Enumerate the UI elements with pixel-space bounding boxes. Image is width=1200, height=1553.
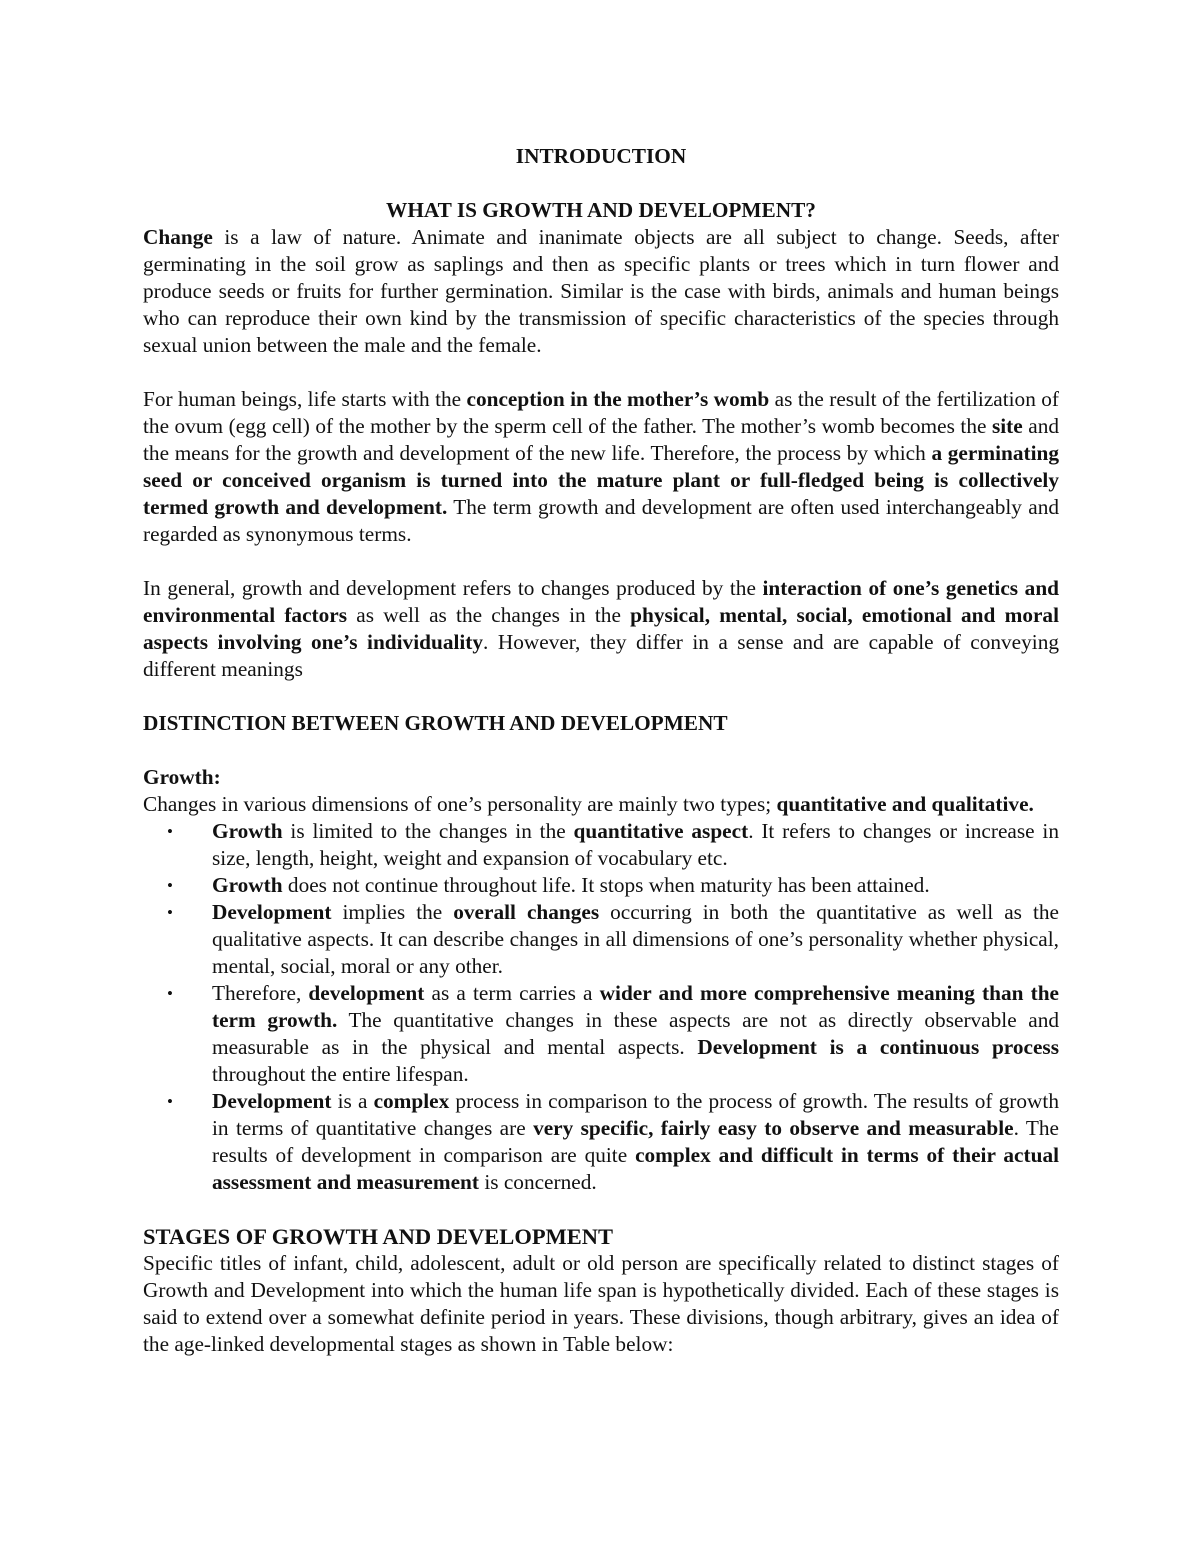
text: as well as the changes in the <box>347 603 631 627</box>
text: Changes in various dimensions of one’s personality are mainly two types; <box>143 792 777 816</box>
bullet-icon: • <box>167 822 173 841</box>
bullet-icon: • <box>167 1092 173 1111</box>
paragraph-change <box>143 224 1059 359</box>
bold-text: Growth <box>212 819 283 843</box>
bold-text: development <box>308 981 425 1005</box>
text: process in comparison to the process of growth. The results of growth in terms of quantitative changes are <box>212 1089 1059 1140</box>
bold-text: Change <box>143 225 213 249</box>
text: is a law of nature. Animate and inanimate objects are all subject to change. Seeds, after germinating in the soil grow as saplings and then as specific plants or trees which in turn flower and produce seeds or fruits for further germination. Similar is the case with birds, animals and human beings who can reproduce their own kind by the transmission of specific characteristics of the species through sexual union between the male and the female. <box>143 225 1059 357</box>
bold-text: Growth <box>212 873 283 897</box>
bold-text: complex and difficult in terms of their actual assessment and measurement <box>212 1143 1060 1194</box>
text: does not continue throughout life. It stops when maturity has been attained. <box>282 873 930 897</box>
bullet-icon: • <box>167 984 173 1003</box>
section-heading-stages: STAGES OF GROWTH AND DEVELOPMENT <box>143 1224 614 1249</box>
list-item <box>143 899 1059 980</box>
bold-text: conception in the mother’s womb <box>466 387 770 411</box>
document-page <box>143 138 1059 1358</box>
list-item <box>143 818 1059 872</box>
list-item <box>143 1088 1059 1196</box>
bold-text: interaction of one’s genetics and environmental factors <box>143 576 1060 627</box>
list-item <box>143 980 1059 1088</box>
bold-text: very specific, fairly easy to observe and measurable <box>533 1116 1014 1140</box>
document-title: INTRODUCTION <box>515 144 687 168</box>
paragraph-changes-types <box>143 791 1059 818</box>
bold-text: physical, mental, social, emotional and moral aspects involving one’s individuality <box>143 603 1059 654</box>
text: is a <box>331 1089 374 1113</box>
bold-text: quantitative and qualitative. <box>776 792 1034 816</box>
text: occurring in both the quantitative as well as the qualitative aspects. It can describe changes in all dimensions of one’s personality whether physical, mental, social, moral or any other. <box>212 900 1060 978</box>
paragraph-in-general <box>143 575 1059 683</box>
text: . The results of development in comparison are quite <box>212 1116 1059 1167</box>
text: and the means for the growth and development of the new life. Therefore, the process by which <box>143 414 1060 465</box>
bold-text: overall changes <box>453 900 600 924</box>
subheading-growth: Growth: <box>143 765 221 789</box>
bold-text: quantitative aspect <box>573 819 749 843</box>
paragraph-stages: Specific titles of infant, child, adolescent, adult or old person are specifically related to distinct stages of Growth and Development into which the human life span is hypothetically divided. Each of these stages is said to extend over a somewhat definite period in years. These divisions, though arbitrary, gives an idea of the age-linked developmental stages as shown in Table below: <box>143 1251 1059 1356</box>
list-item <box>143 872 1059 899</box>
section-heading-distinction: DISTINCTION BETWEEN GROWTH AND DEVELOPMENT <box>143 711 728 735</box>
bold-text: Development <box>212 900 332 924</box>
text: In general, growth and development refers to changes produced by the <box>143 576 763 600</box>
section-title-what-is: WHAT IS GROWTH AND DEVELOPMENT? <box>386 198 816 222</box>
paragraph-human-beings <box>143 386 1059 548</box>
text: implies the <box>331 900 454 924</box>
bullet-icon: • <box>167 903 173 922</box>
text: as a term carries a <box>424 981 600 1005</box>
bullet-list <box>143 818 1059 1196</box>
bold-text: a germinating seed or conceived organism is turned into the mature plant or full-fledged being is collectively termed growth and development. <box>143 441 1059 519</box>
text: The term growth and development are often used interchangeably and regarded as synonymous terms. <box>143 495 1059 546</box>
text: is limited to the changes in the <box>282 819 574 843</box>
text: The quantitative changes in these aspects are not as directly observable and measurable as in the physical and mental aspects. <box>212 1008 1059 1059</box>
text: throughout the entire lifespan. <box>212 1062 469 1086</box>
bold-text: site <box>991 414 1023 438</box>
text: as the result of the fertilization of the ovum (egg cell) of the mother by the sperm cell of the father. The mother’s womb becomes the <box>143 387 1059 438</box>
text: is concerned. <box>479 1170 597 1194</box>
text: . However, they differ in a sense and are capable of conveying different meanings <box>143 630 1059 681</box>
text: Therefore, <box>212 981 309 1005</box>
text: For human beings, life starts with the <box>143 387 467 411</box>
bold-text: wider and more comprehensive meaning than the term growth. <box>212 981 1060 1032</box>
text: . It refers to changes or increase in size, length, height, weight and expansion of vocabulary etc. <box>212 819 1059 870</box>
bold-text: complex <box>373 1089 450 1113</box>
bullet-icon: • <box>167 876 173 895</box>
bold-text: Development <box>212 1089 332 1113</box>
bold-text: Development is a continuous process <box>697 1035 1059 1059</box>
